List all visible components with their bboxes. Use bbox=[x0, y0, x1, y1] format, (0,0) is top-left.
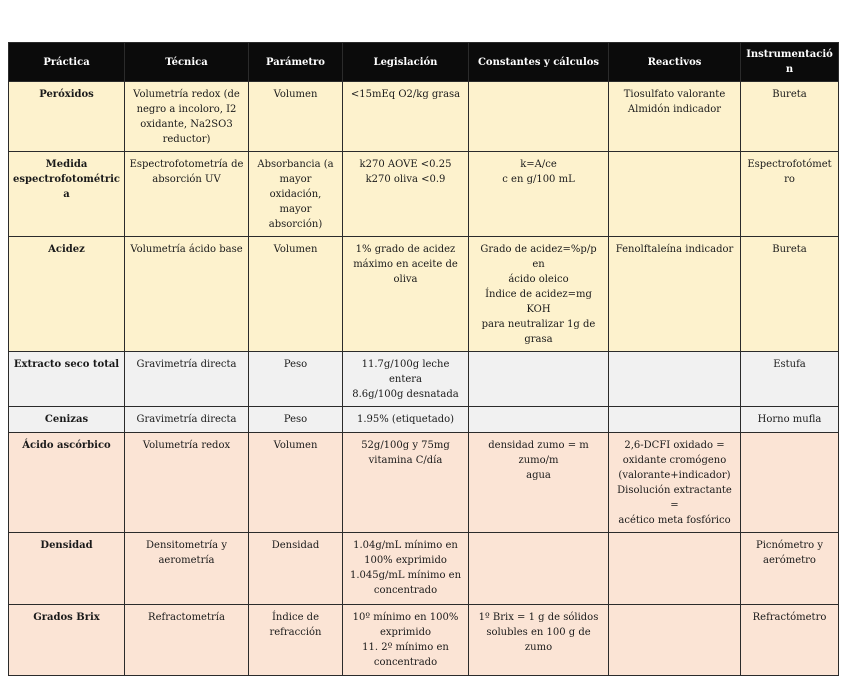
cell-instrumentacion bbox=[741, 237, 839, 352]
cell-parametro bbox=[249, 152, 343, 237]
cell-line: Almidón indicador bbox=[627, 104, 722, 115]
cell-line: 1.95% (etiquetado) bbox=[356, 414, 455, 425]
cell-line: Peso bbox=[283, 414, 308, 425]
cell-constantes bbox=[469, 352, 609, 407]
cell-line: Refractometría bbox=[148, 612, 225, 623]
cell-constantes bbox=[469, 82, 609, 152]
cell-legislacion bbox=[343, 152, 469, 237]
cell-legislacion bbox=[343, 605, 469, 676]
cell-line: Densidad bbox=[40, 540, 93, 551]
cell-line: c en g/100 mL bbox=[502, 174, 575, 185]
cell-tecnica bbox=[125, 152, 249, 237]
cell-constantes bbox=[469, 433, 609, 533]
cell-line: densidad zumo = m zumo/m bbox=[488, 440, 589, 466]
cell-line: oxidante cromógeno bbox=[622, 455, 727, 466]
cell-line: Bureta bbox=[772, 89, 807, 100]
cell-practica bbox=[9, 82, 125, 152]
header-row bbox=[9, 43, 839, 82]
cell-tecnica bbox=[125, 407, 249, 433]
cell-line: aerómetro bbox=[763, 555, 816, 566]
cell-practica bbox=[9, 352, 125, 407]
cell-line: Peso bbox=[283, 359, 308, 370]
cell-line: <15mEq O2/kg grasa bbox=[350, 89, 461, 100]
cell-practica bbox=[9, 237, 125, 352]
cell-line: espectrofotométrica bbox=[13, 174, 120, 200]
cell-line: absorción UV bbox=[152, 174, 221, 185]
cell-line: k=A/ce bbox=[520, 159, 557, 170]
cell-instrumentacion bbox=[741, 82, 839, 152]
cell-line: Grados Brix bbox=[33, 612, 100, 623]
table-row bbox=[9, 533, 839, 605]
cell-line: k270 AOVE <0.25 bbox=[359, 159, 452, 170]
cell-tecnica bbox=[125, 82, 249, 152]
cell-instrumentacion bbox=[741, 533, 839, 605]
table-row bbox=[9, 352, 839, 407]
cell-line: agua bbox=[526, 470, 551, 481]
cell-line: Gravimetría directa bbox=[136, 359, 237, 370]
header-practica: Práctica bbox=[9, 43, 125, 82]
cell-line: Tiosulfato valorante bbox=[623, 89, 726, 100]
cell-line: Cenizas bbox=[44, 414, 89, 425]
cell-line: Estufa bbox=[773, 359, 806, 370]
cell-practica bbox=[9, 605, 125, 676]
cell-line: Acidez bbox=[48, 244, 85, 255]
cell-tecnica bbox=[125, 605, 249, 676]
cell-parametro bbox=[249, 352, 343, 407]
cell-reactivos bbox=[609, 407, 741, 433]
cell-instrumentacion bbox=[741, 605, 839, 676]
cell-reactivos bbox=[609, 237, 741, 352]
cell-line: Horno mufla bbox=[757, 414, 822, 425]
cell-line: k270 oliva <0.9 bbox=[365, 174, 446, 185]
cell-line: 11. 2º mínimo en bbox=[362, 642, 449, 653]
cell-tecnica bbox=[125, 433, 249, 533]
cell-line: Peróxidos bbox=[39, 89, 94, 100]
cell-practica bbox=[9, 152, 125, 237]
cell-instrumentacion bbox=[741, 152, 839, 237]
cell-line: Índice de acidez=mg KOH bbox=[485, 289, 592, 315]
cell-line: Absorbancia (a bbox=[257, 159, 334, 170]
header-reactivos: Reactivos bbox=[609, 43, 741, 82]
cell-line: solubles en 100 g de zumo bbox=[486, 627, 591, 653]
cell-line: Ácido ascórbico bbox=[22, 440, 111, 451]
cell-line: Fenolftaleína indicador bbox=[615, 244, 734, 255]
cell-parametro bbox=[249, 82, 343, 152]
cell-line: Gravimetría directa bbox=[136, 414, 237, 425]
cell-practica bbox=[9, 533, 125, 605]
cell-parametro bbox=[249, 605, 343, 676]
table-row bbox=[9, 237, 839, 352]
cell-constantes bbox=[469, 605, 609, 676]
cell-line: refracción bbox=[269, 627, 322, 638]
cell-line: 1º Brix = 1 g de sólidos bbox=[478, 612, 599, 623]
cell-constantes bbox=[469, 533, 609, 605]
cell-line: reductor) bbox=[162, 134, 211, 145]
cell-line: oxidante, Na2SO3 bbox=[140, 119, 233, 130]
cell-line: concentrado bbox=[373, 585, 438, 596]
cell-reactivos bbox=[609, 82, 741, 152]
cell-line: Bureta bbox=[772, 244, 807, 255]
cell-reactivos bbox=[609, 605, 741, 676]
cell-line: 11.7g/100g leche entera bbox=[361, 359, 450, 385]
header-parametro: Parámetro bbox=[249, 43, 343, 82]
cell-line: Espectrofotometría de bbox=[129, 159, 244, 170]
cell-line: Volumetría redox (de bbox=[133, 89, 240, 100]
cell-line: vitamina C/día bbox=[368, 455, 443, 466]
cell-line: 52g/100g y 75mg bbox=[361, 440, 450, 451]
cell-line: 1% grado de acidez bbox=[355, 244, 456, 255]
cell-line: Extracto seco total bbox=[13, 359, 120, 370]
cell-line: oliva bbox=[393, 274, 418, 285]
cell-line: Densidad bbox=[271, 540, 320, 551]
cell-parametro bbox=[249, 433, 343, 533]
cell-line: Índice de bbox=[271, 612, 319, 623]
cell-line: aerometría bbox=[158, 555, 215, 566]
cell-tecnica bbox=[125, 352, 249, 407]
cell-line: Volumetría redox bbox=[142, 440, 231, 451]
cell-legislacion bbox=[343, 407, 469, 433]
cell-practica bbox=[9, 433, 125, 533]
cell-line: Volumen bbox=[273, 89, 318, 100]
cell-parametro bbox=[249, 237, 343, 352]
cell-line: máximo en aceite de bbox=[353, 259, 458, 270]
cell-line: 100% exprimido bbox=[364, 555, 447, 566]
cell-tecnica bbox=[125, 237, 249, 352]
cell-constantes bbox=[469, 407, 609, 433]
cell-line: Refractómetro bbox=[752, 612, 827, 623]
cell-practica bbox=[9, 407, 125, 433]
cell-reactivos bbox=[609, 152, 741, 237]
cell-instrumentacion bbox=[741, 352, 839, 407]
cell-reactivos bbox=[609, 533, 741, 605]
cell-legislacion bbox=[343, 433, 469, 533]
cell-line: negro a incoloro, I2 bbox=[136, 104, 237, 115]
cell-line: concentrado bbox=[373, 657, 438, 668]
practices-table bbox=[8, 42, 839, 676]
cell-line: Volumetría ácido base bbox=[130, 244, 243, 255]
table-row bbox=[9, 605, 839, 676]
cell-parametro bbox=[249, 407, 343, 433]
cell-line: Grado de acidez=%p/p en bbox=[480, 244, 597, 270]
cell-line: acético meta fosfórico bbox=[618, 515, 731, 526]
cell-line: exprimido bbox=[379, 627, 432, 638]
cell-legislacion bbox=[343, 237, 469, 352]
table-row bbox=[9, 152, 839, 237]
cell-constantes bbox=[469, 152, 609, 237]
table-row bbox=[9, 82, 839, 152]
cell-line: Volumen bbox=[273, 244, 318, 255]
cell-line: Picnómetro y bbox=[755, 540, 824, 551]
header-instrumentacion: Instrumentación bbox=[741, 43, 839, 82]
cell-line: 8.6g/100g desnatada bbox=[352, 389, 459, 400]
cell-line: Espectrofotómetro bbox=[747, 159, 832, 185]
cell-line: 10º mínimo en 100% bbox=[352, 612, 459, 623]
table-row bbox=[9, 433, 839, 533]
cell-reactivos bbox=[609, 352, 741, 407]
cell-line: 1.045g/mL mínimo en bbox=[349, 570, 462, 581]
cell-line: Disolución extractante = bbox=[617, 485, 732, 511]
cell-parametro bbox=[249, 533, 343, 605]
cell-line: para neutralizar 1g de grasa bbox=[481, 319, 596, 345]
table-body bbox=[9, 82, 839, 676]
cell-line: ácido oleico bbox=[508, 274, 569, 285]
cell-instrumentacion bbox=[741, 433, 839, 533]
cell-legislacion bbox=[343, 533, 469, 605]
cell-line: 2,6-DCFI oxidado = bbox=[624, 440, 725, 451]
header-legislacion: Legislación bbox=[343, 43, 469, 82]
cell-reactivos bbox=[609, 433, 741, 533]
cell-line: Volumen bbox=[273, 440, 318, 451]
cell-line: Densitometría y bbox=[146, 540, 227, 551]
cell-line: Medida bbox=[45, 159, 88, 170]
cell-line: 1.04g/mL mínimo en bbox=[353, 540, 458, 551]
cell-legislacion bbox=[343, 352, 469, 407]
cell-constantes bbox=[469, 237, 609, 352]
header-tecnica: Técnica bbox=[125, 43, 249, 82]
table-row bbox=[9, 407, 839, 433]
cell-line: mayor absorción) bbox=[268, 204, 323, 230]
cell-line: (valorante+indicador) bbox=[618, 470, 731, 481]
header-constantes: Constantes y cálculos bbox=[469, 43, 609, 82]
cell-legislacion bbox=[343, 82, 469, 152]
cell-instrumentacion bbox=[741, 407, 839, 433]
cell-line: mayor oxidación, bbox=[269, 174, 322, 200]
cell-tecnica bbox=[125, 533, 249, 605]
